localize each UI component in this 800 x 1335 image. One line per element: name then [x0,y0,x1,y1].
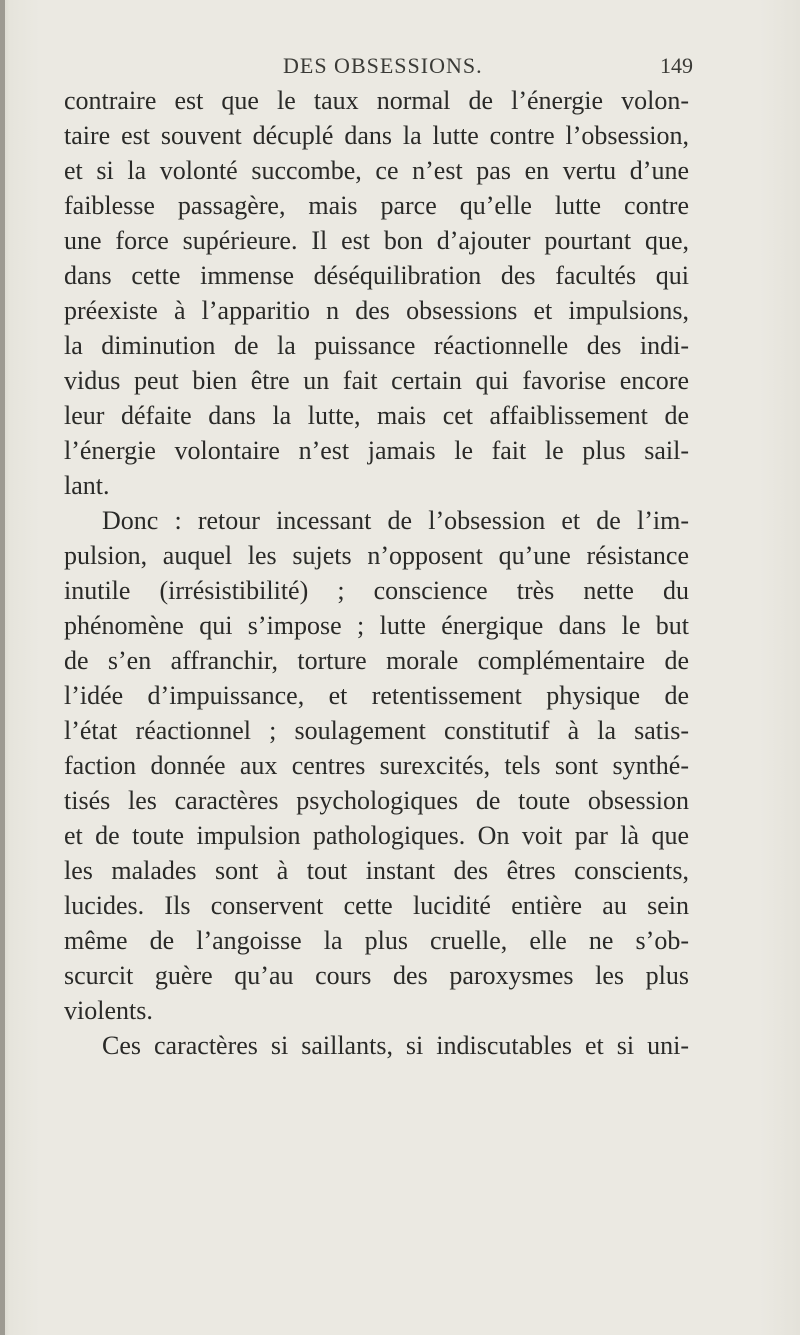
text-line: lant. [64,471,110,500]
text-line: taire est souvent décuplé dans la lutte contre l’obsession, [64,121,689,150]
text-line: préexiste à l’apparitio n des obsessions et impulsions, [64,296,689,325]
text-line: l’état réactionnel ; soulagement constitutif à la satis- [64,716,689,745]
text-line: vidus peut bien être un fait certain qui favorise encore [64,366,689,395]
text-line: tisés les caractères psychologiques de toute obsession [64,786,689,815]
text-line: la diminution de la puissance réactionnelle des indi- [64,331,689,360]
text-line: même de l’angoisse la plus cruelle, elle ne s’ob- [64,926,689,955]
text-line: faction donnée aux centres surexcités, tels sont synthé- [64,751,689,780]
text-line: l’énergie volontaire n’est jamais le fait le plus sail- [64,436,689,465]
text-line: contraire est que le taux normal de l’énergie volon- [64,86,689,115]
text-line: inutile (irrésistibilité) ; conscience très nette du [64,576,689,605]
text-line: dans cette immense déséquilibration des facultés qui [64,261,689,290]
page-gutter-shadow [0,0,5,1335]
text-line: lucides. Ils conservent cette lucidité entière au sein [64,891,689,920]
text-line: Ces caractères si saillants, si indiscutables et si uni- [102,1031,689,1060]
text-line: pulsion, auquel les sujets n’opposent qu’une résistance [64,541,689,570]
text-line: violents. [64,996,153,1025]
text-line: l’idée d’impuissance, et retentissement physique de [64,681,689,710]
text-line: faiblesse passagère, mais parce qu’elle lutte contre [64,191,689,220]
text-line: scurcit guère qu’au cours des paroxysmes les plus [64,961,689,990]
text-line: phénomène qui s’impose ; lutte énergique dans le but [64,611,689,640]
running-title: DES OBSESSIONS. [283,53,483,78]
text-line: leur défaite dans la lutte, mais cet affaiblissement de [64,401,689,430]
page-number: 149 [660,53,693,78]
page-header [0,53,800,83]
text-line: et si la volonté succombe, ce n’est pas en vertu d’une [64,156,689,185]
text-line: les malades sont à tout instant des êtres conscients, [64,856,689,885]
text-line: Donc : retour incessant de l’obsession et de l’im- [102,506,689,535]
text-line: une force supérieure. Il est bon d’ajouter pourtant que, [64,226,689,255]
text-line: et de toute impulsion pathologiques. On voit par là que [64,821,689,850]
text-line: de s’en affranchir, torture morale complémentaire de [64,646,689,675]
